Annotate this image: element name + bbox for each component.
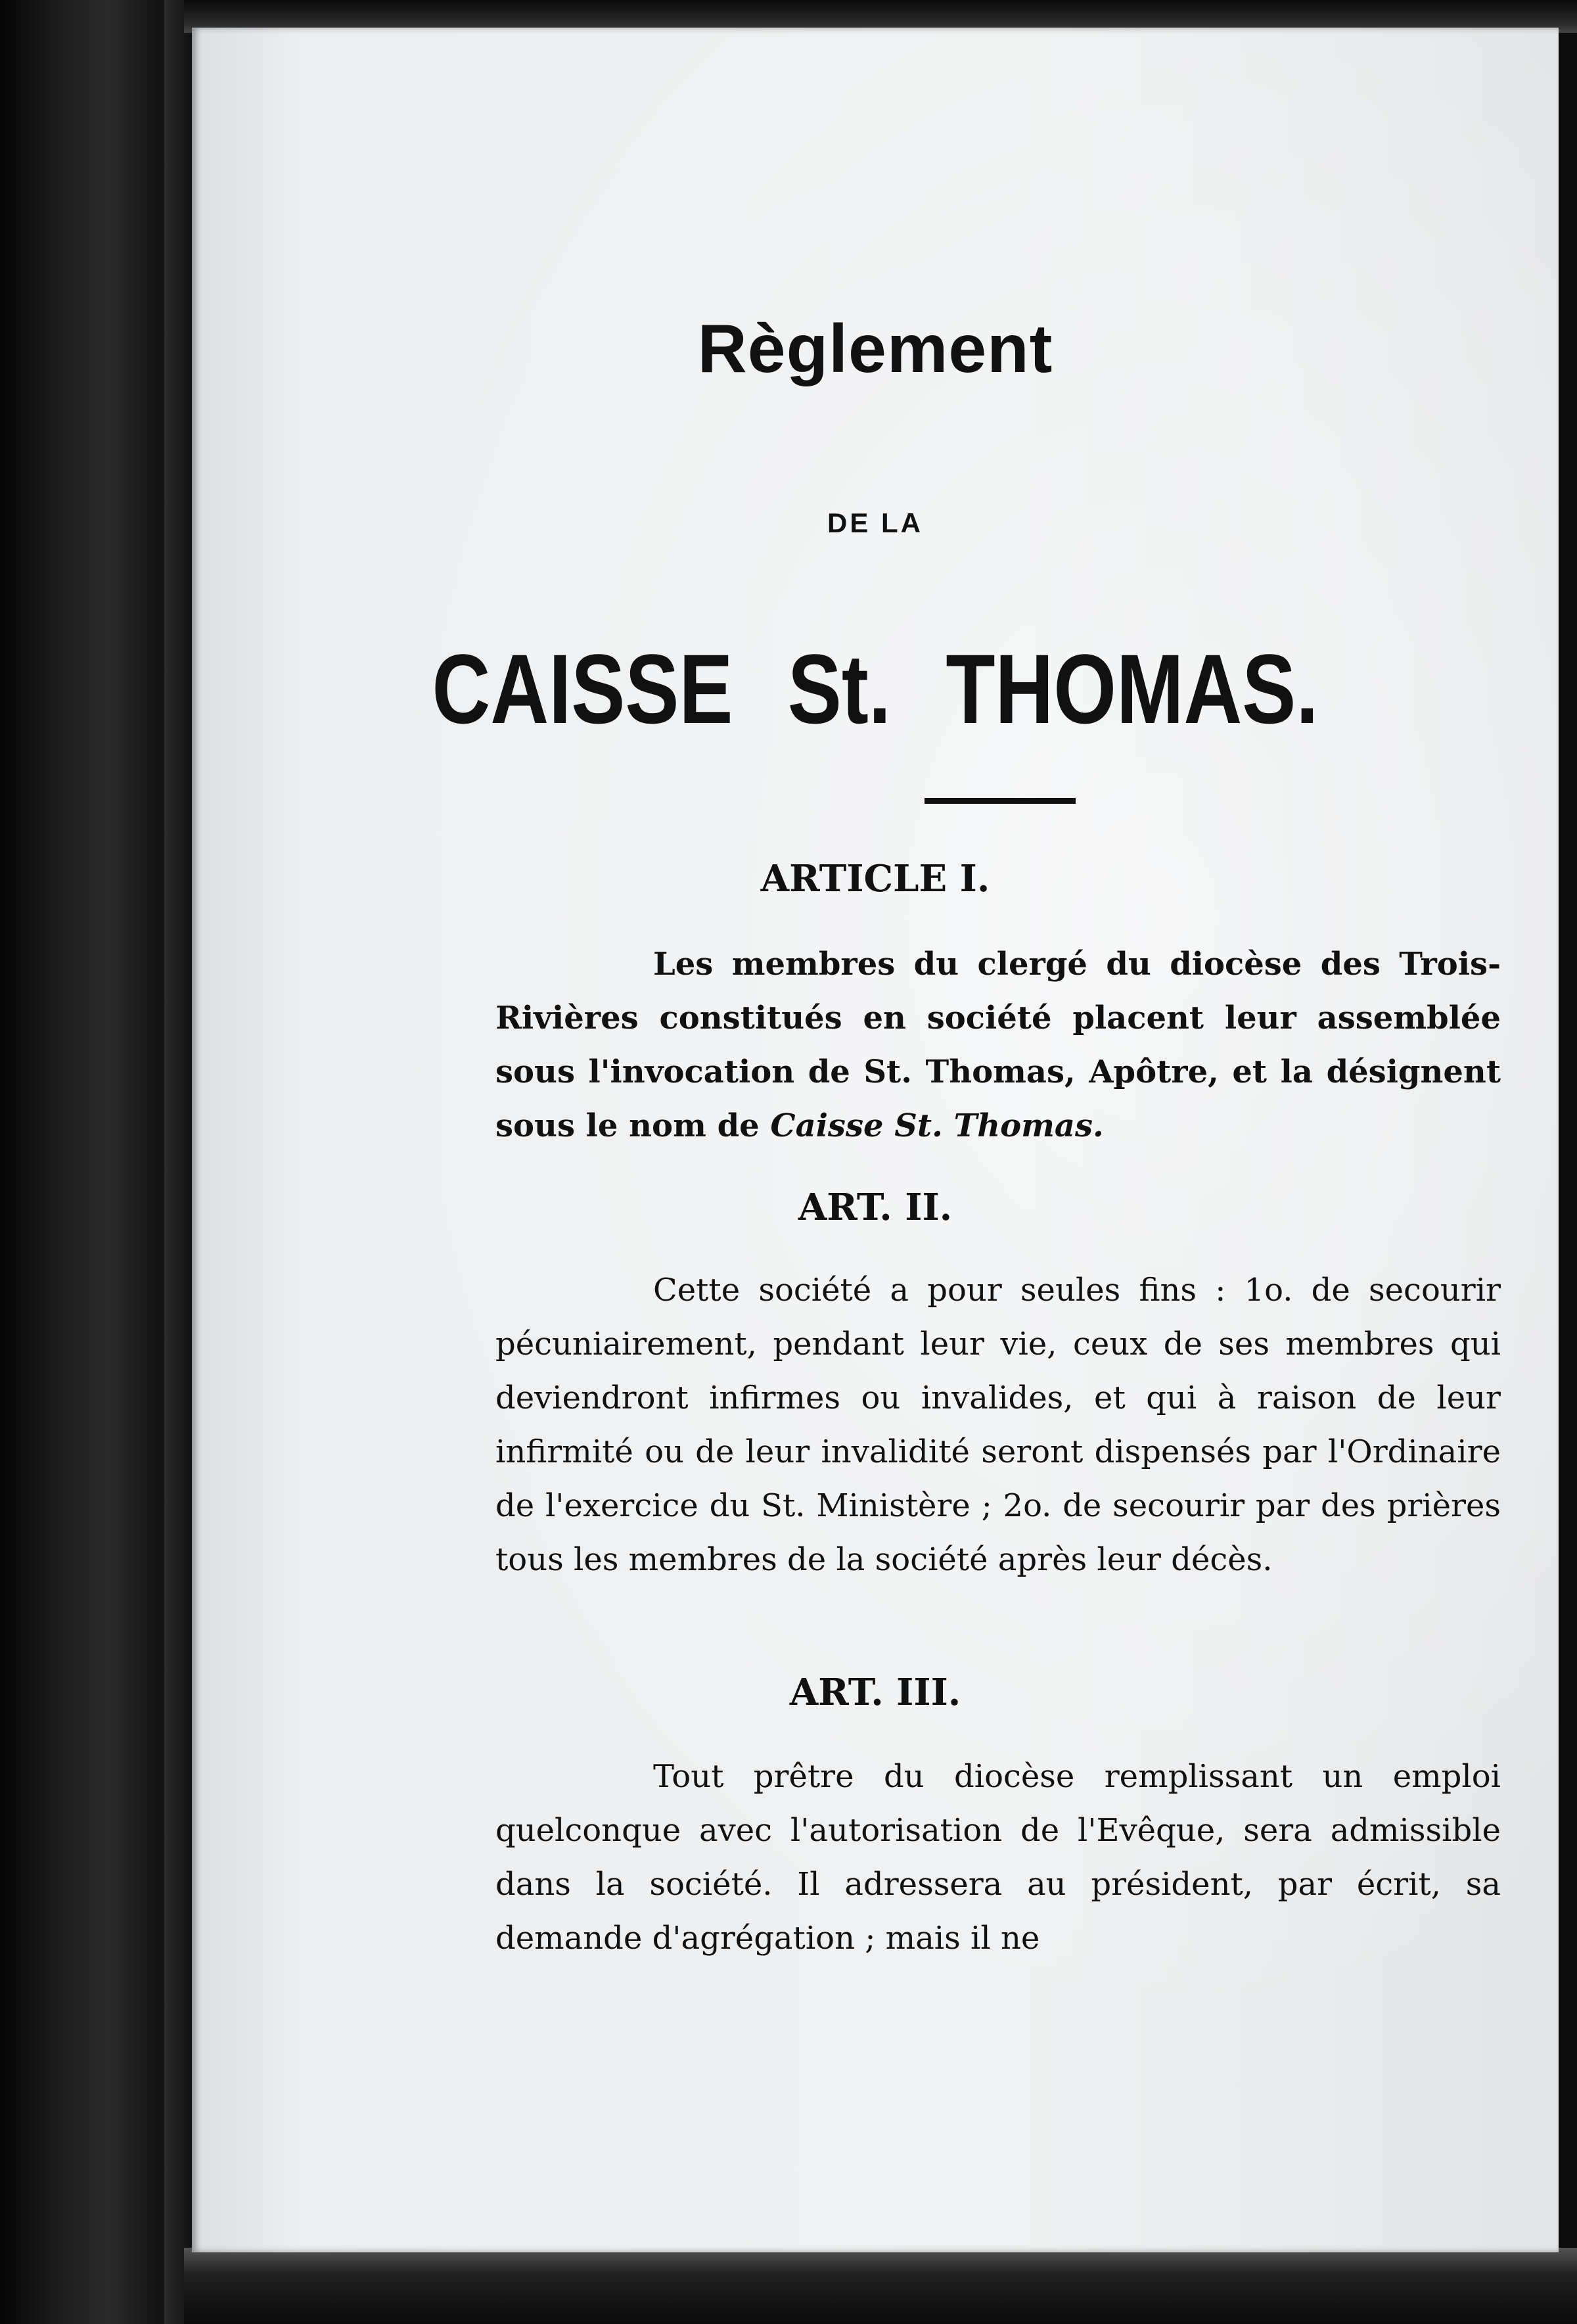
article-2-heading: ART. II. [798, 1186, 953, 1229]
article-3-text: Tout prêtre du diocèse remplissant un emploi quelconque avec l'autorisation de l'Evêque, sera admissible dans la société. Il adressera au président, par écrit, sa demande d'agrégation ; mais il ne [495, 1758, 1501, 1957]
decorative-rule [925, 798, 1076, 804]
article-2-text: Cette société a pour seules fins : 1o. de secourir pécuniairement, pendant leur vie, ceux de ses membres qui deviendront infirmes ou invalides, et qui à raison de leur infirmité ou de leur invalidité seront dispensés par l'Ordinaire de l'exercice du St. Ministère ; 2o. de secourir par des prières tous les membres de la société après leur décès. [495, 1272, 1501, 1578]
page-content [192, 28, 1559, 2252]
title-connector: DE LA [827, 507, 923, 538]
article-1-heading: ARTICLE I. [760, 857, 990, 900]
article-1-text-main: Les membres du clergé du diocèse des Trois-Rivières constitués en société placent leur assemblée sous l'invocation de St. Thomas, Apôtre, et la désignent sous le nom de [495, 946, 1501, 1144]
binding-spine [164, 0, 194, 2324]
document-title: Règlement [697, 311, 1053, 387]
article-1-text [495, 937, 1501, 1153]
article-3-heading: ART. III. [789, 1671, 961, 1714]
bottom-page-edge [184, 2248, 1577, 2324]
society-name: CAISSE St. THOMAS. [432, 634, 1319, 744]
document-page [192, 28, 1559, 2252]
article-1-text-italic: Caisse St. Thomas. [770, 1107, 1104, 1144]
